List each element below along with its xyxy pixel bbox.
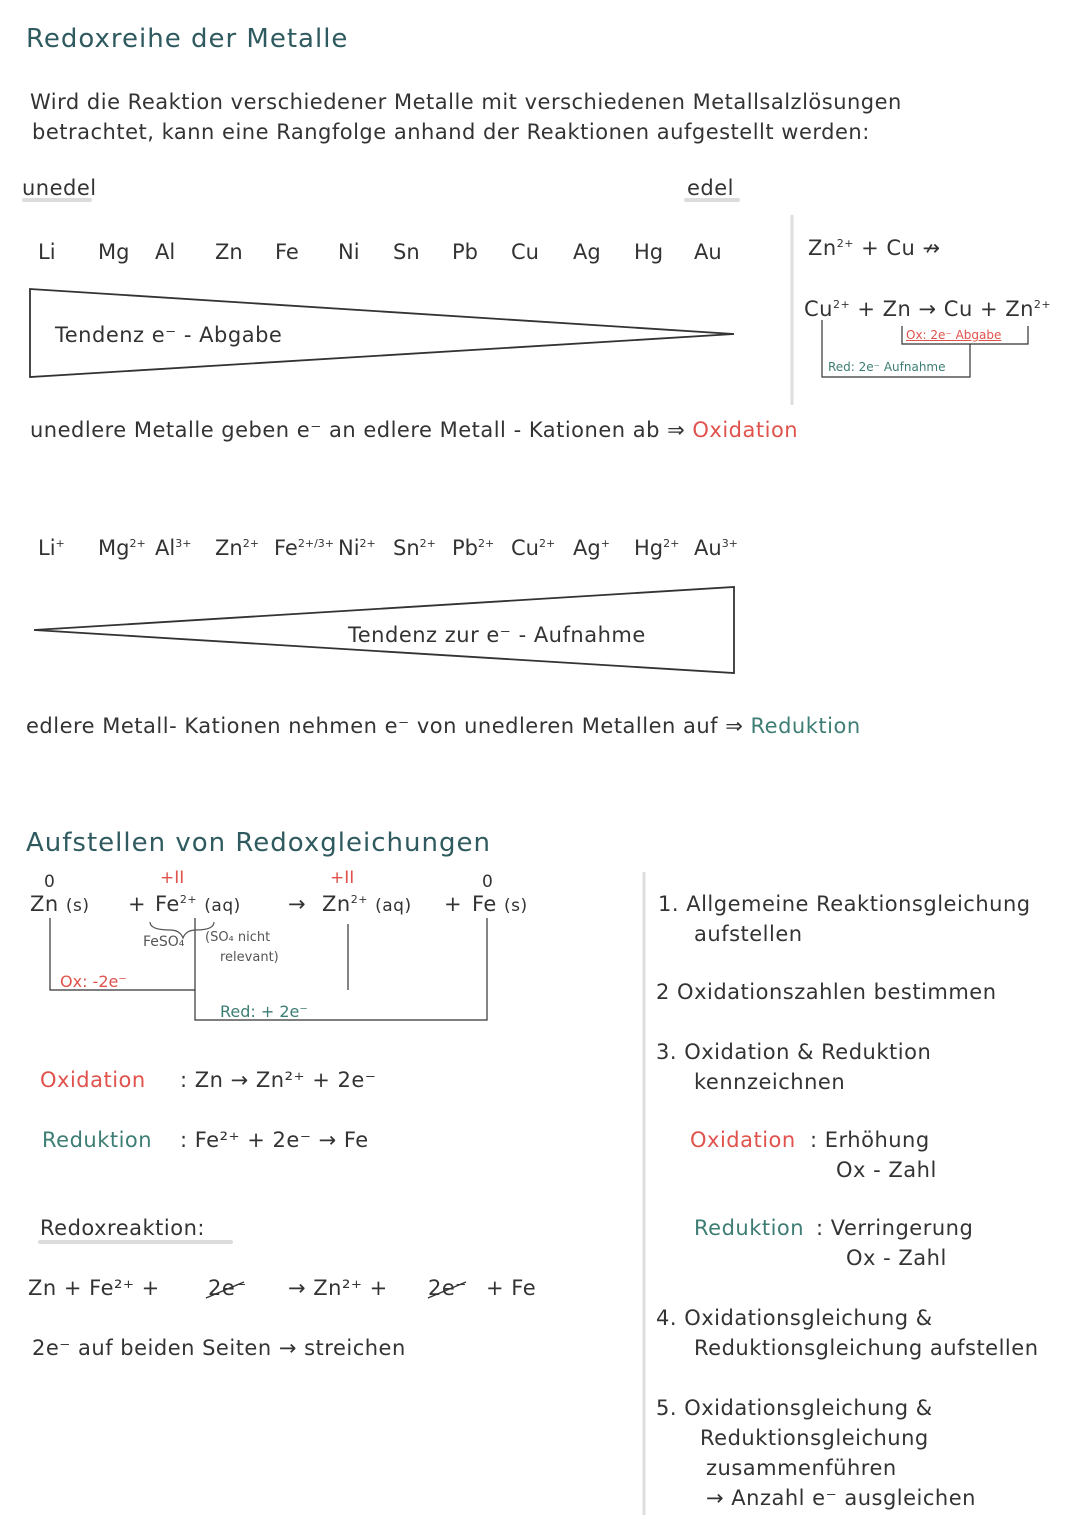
oxidation-word: Oxidation (692, 418, 799, 442)
reduktion-eq: : Fe²⁺ + 2e⁻ → Fe (180, 1128, 369, 1152)
cation-ni: $Ni^{2+}$ (338, 536, 376, 560)
step-5c: zusammenführen (706, 1456, 897, 1480)
metal-ag: Ag (573, 240, 601, 264)
metal-pb: Pb (452, 240, 478, 264)
step-ox-def-b: Ox - Zahl (836, 1158, 937, 1182)
edel-label: edel (687, 176, 735, 200)
ox-zn2: +II (330, 868, 355, 888)
eq-zn: Zn (s) (30, 892, 90, 916)
step-2: 2 Oxidationszahlen bestimmen (656, 980, 997, 1004)
metal-cu: Cu (511, 240, 539, 264)
side-eq2: $Cu^{2+} + Zn \to Cu + Zn^{2+}$ (804, 297, 1052, 321)
reduction-sentence: edlere Metall- Kationen nehmen e⁻ von unedleren Metallen auf ⇒ Reduktion (26, 714, 861, 738)
eq-so4-note-2: relevant) (220, 950, 279, 965)
page-title: Redoxreihe der Metalle (26, 24, 349, 54)
metal-sn: Sn (393, 240, 420, 264)
tendency-release: Tendenz e⁻ - Abgabe (55, 323, 283, 347)
metal-fe: Fe (275, 240, 299, 264)
step-red-word: Reduktion (694, 1216, 805, 1240)
side-ox-label: Ox: 2e⁻ Abgabe (906, 328, 1002, 342)
step-4a: 4. Oxidationsgleichung & (656, 1306, 933, 1330)
cation-au: $Au^{3+}$ (694, 536, 738, 560)
eq-plus-2: + (444, 892, 463, 916)
cation-al: $Al^{3+}$ (155, 536, 192, 560)
eq-feso4: FeSO₄ (143, 934, 185, 950)
redox-eq-cross-1: 2e⁻ (208, 1276, 247, 1300)
metal-hg: Hg (634, 240, 664, 264)
step-red-def-b: Ox - Zahl (846, 1246, 947, 1270)
step-1b: aufstellen (694, 922, 803, 946)
metal-al: Al (155, 240, 176, 264)
cation-fe: $Fe^{2+/3+}$ (274, 536, 334, 560)
metal-au: Au (694, 240, 722, 264)
eq-plus-1: + (128, 892, 147, 916)
step-ox-word: Oxidation (690, 1128, 796, 1152)
intro-line-2: betrachtet, kann eine Rangfolge anhand der Reaktionen aufgestellt werden: (32, 120, 870, 144)
ox-fe2: 0 (482, 872, 493, 892)
eq-red-box: Red: + 2e⁻ (220, 1002, 308, 1021)
cation-li: Li+ (38, 536, 65, 560)
step-3b: kennzeichnen (694, 1070, 846, 1094)
oxidation-label: Oxidation (40, 1068, 146, 1092)
step-3a: 3. Oxidation & Reduktion (656, 1040, 932, 1064)
redox-eq-c: + Fe (486, 1276, 537, 1300)
oxidation-sentence: unedlere Metalle geben e⁻ an edlere Metall - Kationen ab ⇒ Oxidation (30, 418, 799, 442)
oxidation-eq: : Zn → Zn²⁺ + 2e⁻ (180, 1068, 377, 1092)
cation-zn: $Zn^{2+}$ (215, 536, 259, 560)
reduktion-label: Reduktion (42, 1128, 153, 1152)
cation-pb: $Pb^{2+}$ (452, 536, 495, 560)
ox-zn: 0 (44, 872, 55, 892)
eq-arrow: → (288, 892, 307, 916)
reduction-word: Reduktion (750, 714, 861, 738)
metal-mg: Mg (98, 240, 130, 264)
ox-fe: +II (160, 868, 185, 888)
cation-mg: $Mg^{2+}$ (98, 536, 146, 560)
cation-ag: Ag+ (573, 536, 610, 560)
unedel-label: unedel (22, 176, 97, 200)
metal-zn: Zn (215, 240, 243, 264)
step-5a: 5. Oxidationsgleichung & (656, 1396, 933, 1420)
metal-li: Li (38, 240, 56, 264)
intro-line-1: Wird die Reaktion verschiedener Metalle mit verschiedenen Metallsalzlösungen (30, 90, 902, 114)
eq-zn2: $Zn^{2+}$ (aq) (322, 892, 412, 916)
redox-eq-cross-2: 2e⁻ (428, 1276, 467, 1300)
cation-cu: $Cu^{2+}$ (511, 536, 556, 560)
cation-hg: $Hg^{2+}$ (634, 536, 680, 560)
cation-sn: $Sn^{2+}$ (393, 536, 436, 560)
cancel-note: 2e⁻ auf beiden Seiten → streichen (32, 1336, 406, 1360)
metal-ni: Ni (338, 240, 360, 264)
step-red-def-a: : Verringerung (816, 1216, 974, 1240)
redox-eq-a: Zn + Fe²⁺ + (28, 1276, 160, 1300)
tendency-accept: Tendenz zur e⁻ - Aufnahme (348, 623, 646, 647)
step-5d: → Anzahl e⁻ ausgleichen (706, 1486, 976, 1510)
redoxreaktion-label: Redoxreaktion: (40, 1216, 205, 1240)
eq-so4-note-1: (SO₄ nicht (205, 930, 271, 945)
step-5b: Reduktionsgleichung (700, 1426, 929, 1450)
step-4b: Reduktionsgleichung aufstellen (694, 1336, 1039, 1360)
step-1a: 1. Allgemeine Reaktionsgleichung (658, 892, 1031, 916)
eq-fe: $Fe^{2+}$ (aq) (155, 892, 241, 916)
side-eq1: $Zn^{2+} + Cu$ ↛ (808, 236, 941, 260)
section2-title: Aufstellen von Redoxgleichungen (26, 828, 491, 858)
step-ox-def-a: : Erhöhung (810, 1128, 930, 1152)
redox-eq-b: → Zn²⁺ + (288, 1276, 388, 1300)
eq-ox-box: Ox: -2e⁻ (60, 972, 127, 991)
side-red-label: Red: 2e⁻ Aufnahme (828, 360, 946, 374)
eq-fe2: Fe (s) (472, 892, 528, 916)
